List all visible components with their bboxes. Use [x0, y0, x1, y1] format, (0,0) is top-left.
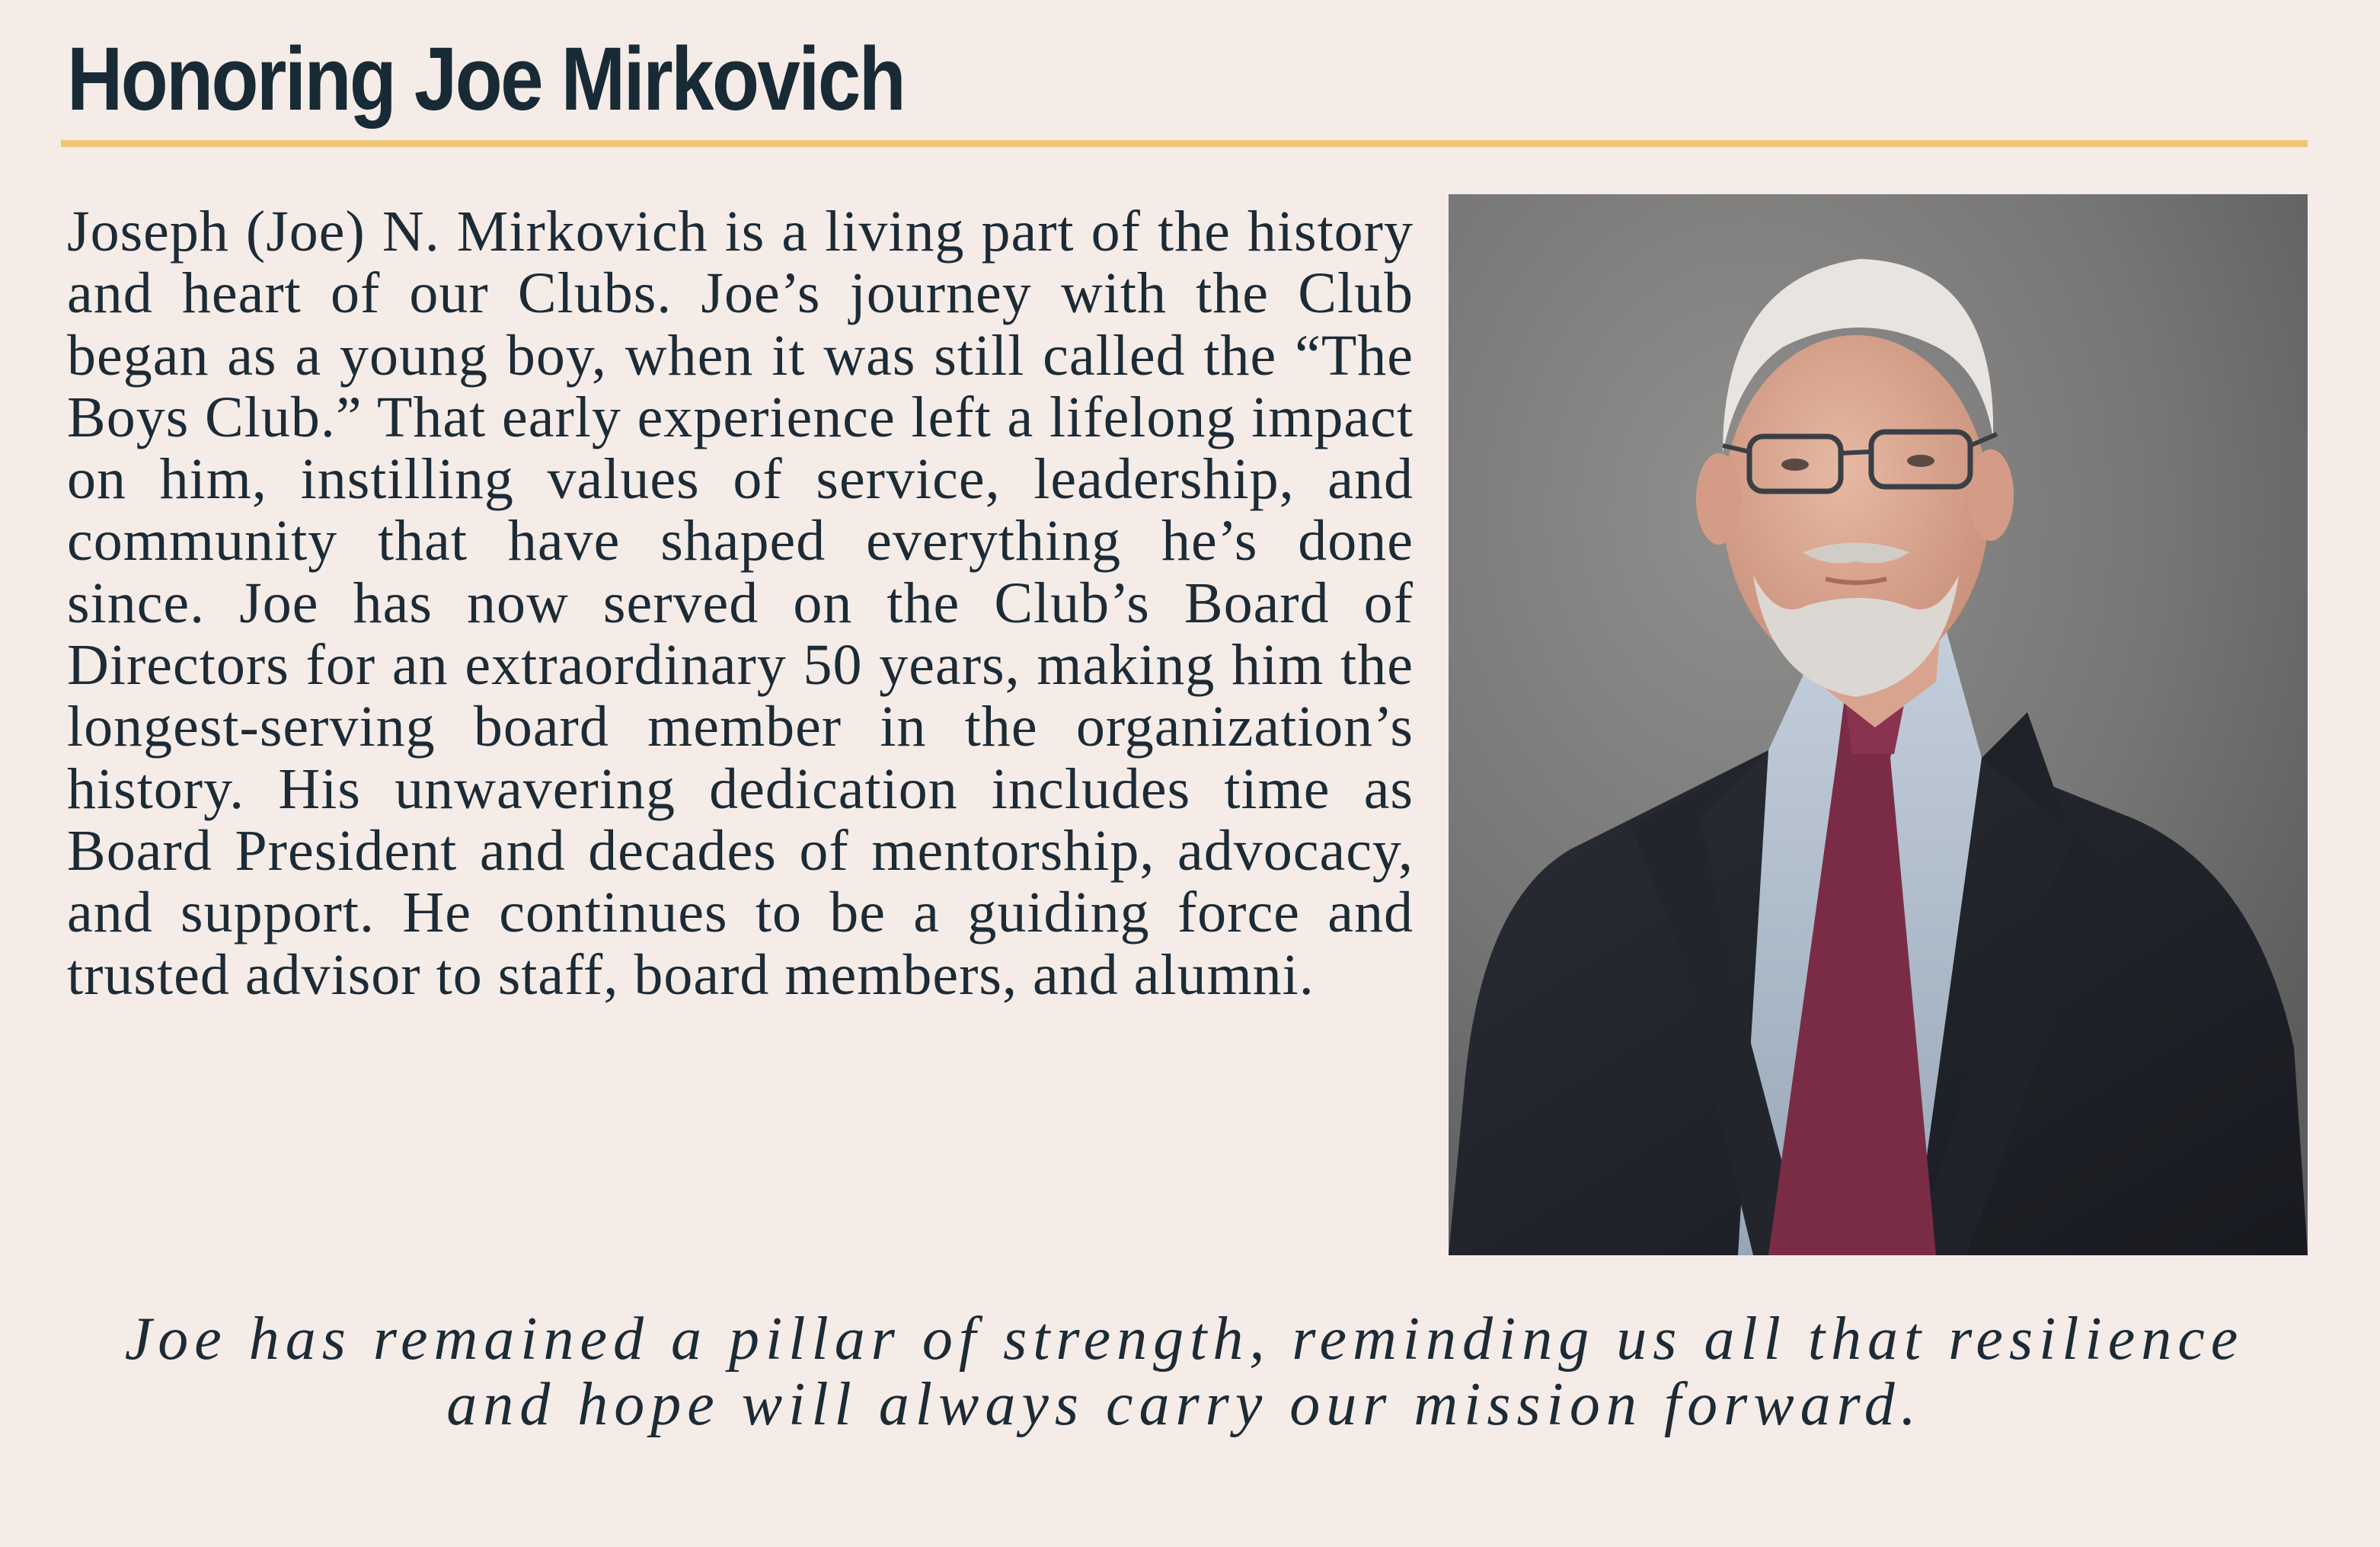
title-divider [61, 140, 2308, 147]
portrait-photo [1449, 194, 2308, 1255]
page-title: Honoring Joe Mirkovich [67, 29, 905, 129]
closing-quote: Joe has remained a pillar of strength, reminding us all that resilience and hope will always carry our mission forward. [124, 1306, 2244, 1438]
biography-paragraph: Joseph (Joe) N. Mirkovich is a living part of the history and heart of our Clubs. Joe’s journey with the Club began as a young boy, when it was still called the “The Boys Club.” That early experience left a lifelong impact on him, instilling values of service, leadership, and community that have shaped everything he’s done since. Joe has now served on the Club’s Board of Directors for an extraordinary 50 years, making him the longest-serving board member in the organization’s history. His unwavering dedication includes time as Board President and decades of mentorship, advocacy, and support. He continues to be a guiding force and trusted advisor to staff, board members, and alumni. [67, 200, 1414, 1007]
